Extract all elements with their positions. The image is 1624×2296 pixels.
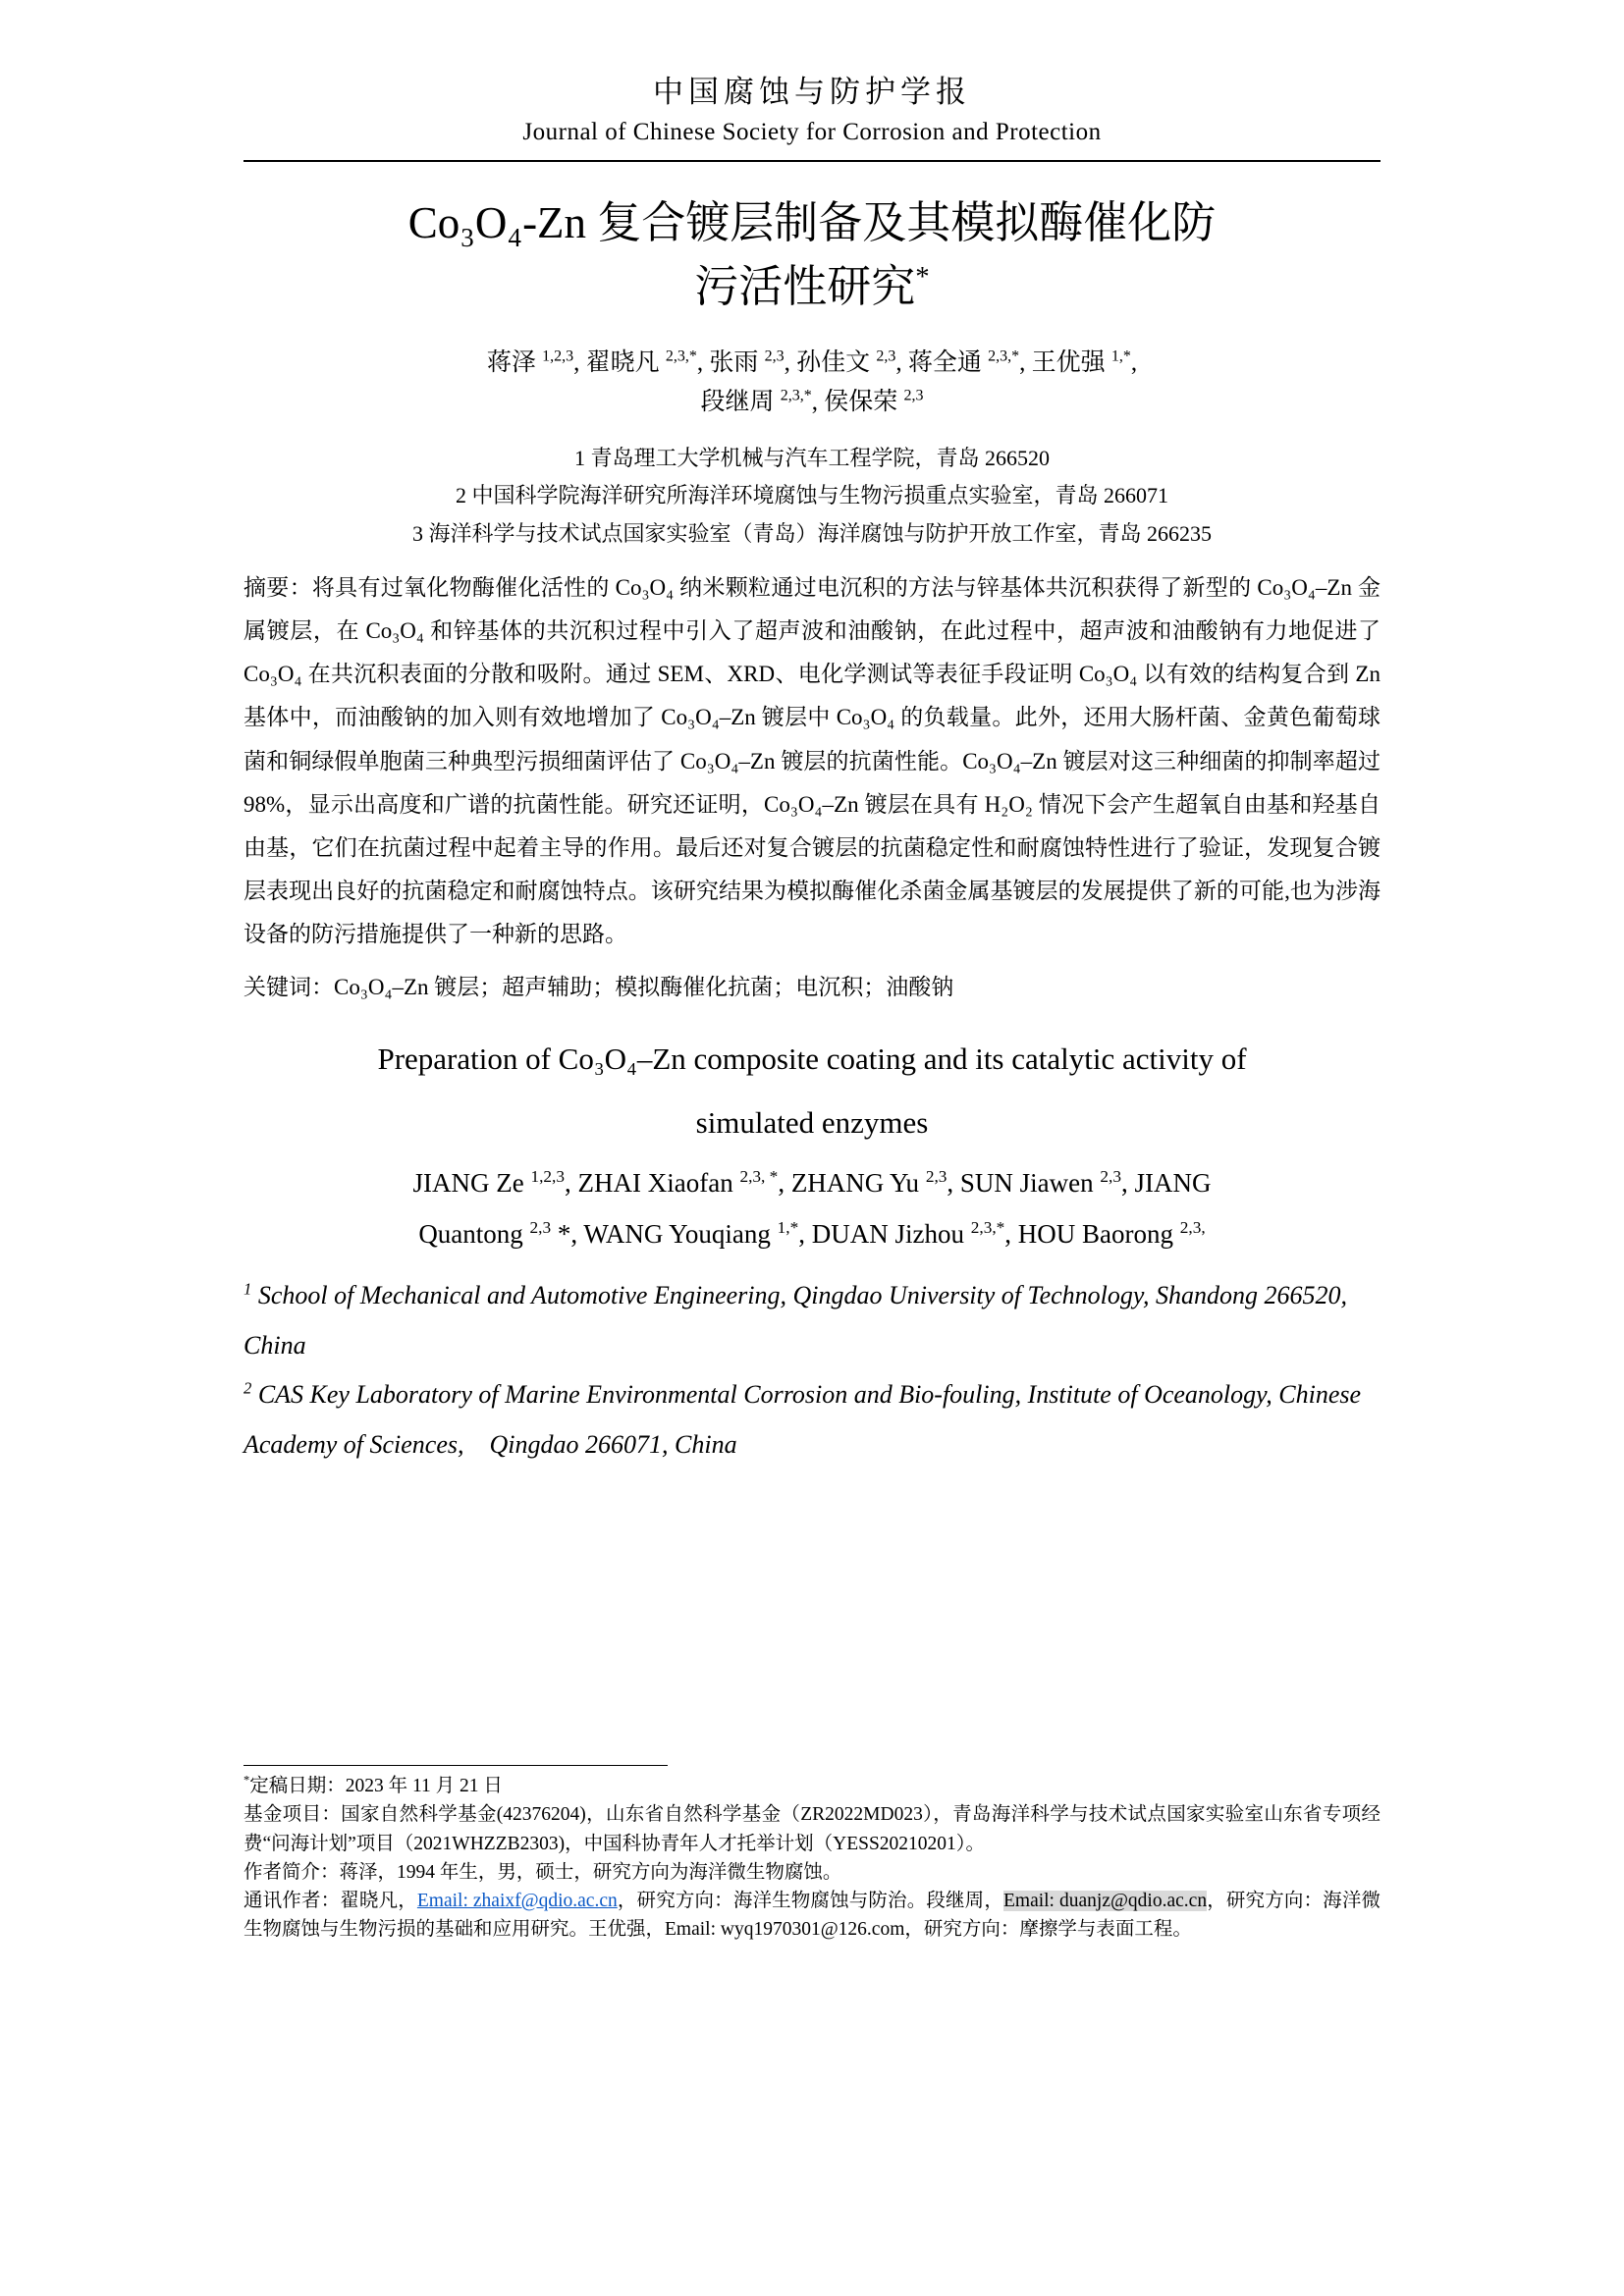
footnotes (244, 1765, 1380, 1945)
journal-name-en: Journal of Chinese Society for Corrosion and Protection (522, 119, 1102, 145)
journal-name-cn: 中国腐蚀与防护学报 (653, 75, 971, 109)
footnote-correspondence: 通讯作者：翟晓凡，Email: zhaixf@qdio.ac.cn，研究方向：海洋生物腐蚀与防治。段继周，Email: duanjz@qdio.ac.cn，研究方向：海洋微生物腐蚀与生物污损的基础和应用研究。王优强，Email: wyq1970301@126.com，研究方向：摩擦学与表面工程。 (244, 1891, 1380, 1941)
article-title-cn (244, 191, 1380, 320)
affiliations-en (244, 1271, 1380, 1470)
footnote-author-bio: 作者简介：蒋泽，1994 年生，男，硕士，研究方向为海洋微生物腐蚀。 (244, 1861, 842, 1883)
authors-cn-line1: 蒋泽 $^{1,2,3}$, 翟晓凡 $^{2,3,*}$, 张雨 $^{2,3}$, 孙佳文 $^{2,3}$, 蒋全通 $^{2,3,*}$, 王优强 $^{1,*}$, (486, 347, 1138, 376)
footnote-date: *定稿日期：2023 年 11 月 21 日 (244, 1773, 503, 1796)
affiliation-en-2: $^2$ CAS Key Laboratory of Marine Environmental Corrosion and Bio-fouling, Institute of Oceanology, Chinese Academy of Sciences, Qingdao 266071, China (244, 1378, 1362, 1459)
abstract-paragraph: 摘要：将具有过氧化物酶催化活性的 Co₃O₄ 纳米颗粒通过电沉积的方法与锌基体共沉积获得了新型的 Co₃O₄–Zn 金属镀层，在 Co₃O₄ 和锌基体的共沉积过程中引入了超声波和油酸钠，在此过程中，超声波和油酸钠有力地促进了 Co₃O₄ 在共沉积表面的分散和吸附。通过 SEM、XRD、电化学测试等表征手段证明 Co₃O₄ 以有效的结构复合到 Zn 基体中，而油酸钠的加入则有效地增加了 Co₃O₄–Zn 镀层中 Co₃O₄ 的负载量。此外，还用大肠杆菌、金黄色葡萄球菌和铜绿假单胞菌三种典型污损细菌评估了 Co₃O₄–Zn 镀层的抗菌性能。Co₃O₄–Zn 镀层对这三种细菌的抑制率超过 98%，显示出高度和广谱的抗菌性能。研究还证明，Co₃O₄–Zn 镀层在具有 H₂O₂ 情况下会产生超氧自由基和羟基自由基，它们在抗菌过程中起着主导的作用。最后还对复合镀层的抗菌稳定性和耐腐蚀特性进行了验证，发现复合镀层表现出良好的抗菌稳定和耐腐蚀特点。该研究结果为模拟酶催化杀菌金属基镀层的发展提供了新的可能,也为涉海设备的防污措施提供了一种新的思路。 (244, 575, 1380, 947)
article-title-cn-line1: Co₃O₄-Zn 复合镀层制备及其模拟酶催化防 (407, 198, 1217, 247)
affiliation-cn-2: 2 中国科学院海洋研究所海洋环境腐蚀与生物污损重点实验室，青岛 266071 (455, 483, 1168, 507)
authors-cn-line2: 段继周 $^{2,3,*}$, 侯保荣 $^{2,3}$ (700, 387, 924, 415)
journal-header (244, 67, 1380, 162)
affiliation-en-1: $^1$ School of Mechanical and Automotive Engineering, Qingdao University of Technology, Shandong 266520, China (244, 1279, 1348, 1360)
footnote-funding: 基金项目：国家自然科学基金(42376204)，山东省自然科学基金（ZR2022MD023），青岛海洋科学与技术试点国家实验室山东省专项经费“问海计划”项目（2021WHZZB2303)，中国科协青年人才托举计划（YESS20210201）。 (244, 1804, 1380, 1854)
article-title-cn-line2: 污活性研究* (694, 261, 930, 312)
affiliation-cn-1: 1 青岛理工大学机械与汽车工程学院，青岛 266520 (573, 445, 1050, 470)
header-divider (244, 160, 1380, 162)
article-title-en (244, 1027, 1380, 1154)
email-link-zhaixf[interactable]: Email: zhaixf@qdio.ac.cn (416, 1891, 618, 1911)
authors-cn (244, 344, 1380, 422)
authors-en-line1: JIANG Ze $^{1,2,3}$, ZHAI Xiaofan $^{2,3, *}$, ZHANG Yu $^{2,3}$, SUN Jiawen $^{2,3}$, JIANG (412, 1167, 1212, 1199)
affiliations-cn (244, 440, 1380, 554)
authors-en-line2: Quantong $^{2,3}$ *, WANG Youqiang $^{1,*}$, DUAN Jizhou $^{2,3,*}$, HOU Baorong $^{2,3,}$ (418, 1217, 1206, 1249)
email-duanjz: Email: duanjz@qdio.ac.cn (1002, 1891, 1208, 1911)
affiliation-cn-3: 3 海洋科学与技术试点国家实验室（青岛）海洋腐蚀与防护开放工作室，青岛 266235 (411, 520, 1212, 546)
article-title-en-line1: Preparation of Co₃O₄–Zn composite coating and its catalytic activity of (377, 1041, 1247, 1077)
footnote-divider (244, 1765, 668, 1766)
authors-en (244, 1158, 1380, 1259)
email-wyq1970301: Email: wyq1970301@126.com (665, 1919, 905, 1941)
keywords-line: 关键词：Co₃O₄–Zn 镀层；超声辅助；模拟酶催化抗菌；电沉积；油酸钠 (244, 975, 954, 1000)
article-title-en-line2: simulated enzymes (695, 1105, 929, 1141)
